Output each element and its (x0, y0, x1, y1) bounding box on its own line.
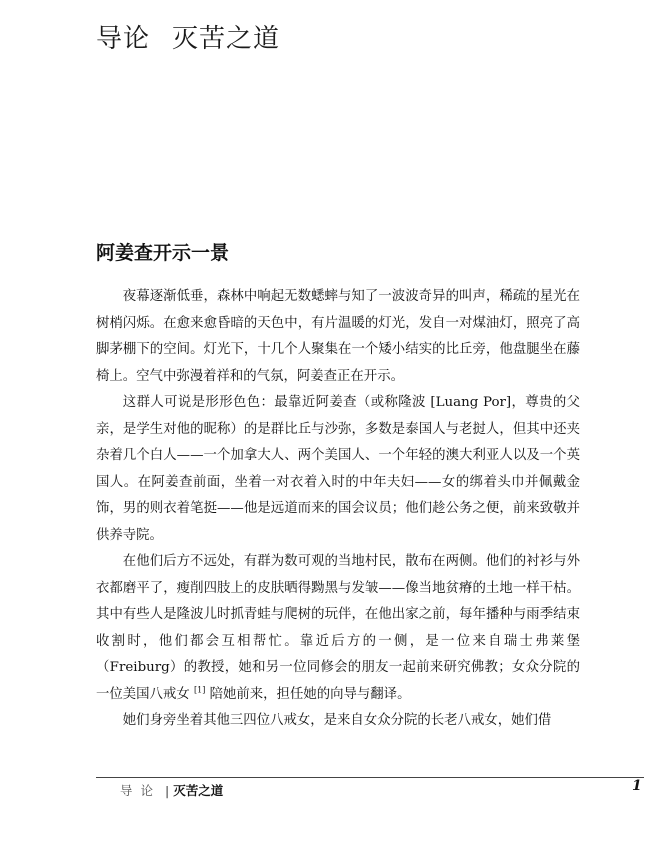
footer-part-label: 导论 (120, 783, 162, 798)
paragraph-3 (96, 549, 580, 708)
chapter-label: 导论 (96, 24, 151, 54)
footer-title: 灭苦之道 (173, 783, 224, 798)
footer-separator: | (165, 783, 170, 798)
footer-rule (96, 777, 644, 778)
body-text (96, 284, 580, 735)
chapter-name: 灭苦之道 (172, 24, 281, 54)
paragraph-1: 夜幕逐渐低垂，森林中响起无数蟋蟀与知了一波波奇异的叫声，稀疏的星光在树梢闪烁。在愈来愈昏暗的天色中，有片温暖的灯光，发自一对煤油灯，照亮了高脚茅棚下的空间。灯光下，十几个人聚集在一个矮小结实的比丘旁，他盘腿坐在藤椅上。空气中弥漫着祥和的气氛，阿姜查正在开示。 (96, 289, 580, 384)
footnote-marker[interactable]: [1] (194, 685, 206, 695)
paragraph-3-text: 在他们后方不远处，有群为数可观的当地村民，散布在两侧。他们的衬衫与外衣都磨平了，瘦削四肢上的皮肤晒得黝黑与发皱——像当地贫瘠的土地一样干枯。其中有些人是隆波儿时抓青蛙与爬树的玩伴，在他出家之前，每年播种与雨季结束收割时，他们都会互相帮忙。靠近后方的一侧，是一位来自瑞士弗莱堡（Freiburg）的教授，她和另一位同修会的朋友一起前来研究佛教；女众分院的一位美国八戒女 (96, 554, 580, 702)
running-footer (120, 781, 223, 799)
paragraph-4: 她们身旁坐着其他三四位八戒女，是来自女众分院的长老八戒女，她们借 (122, 713, 552, 728)
paragraph-3-text-end: 陪她前来，担任她的向导与翻译。 (209, 686, 411, 702)
page-number: 1 (632, 778, 642, 794)
chapter-title (96, 18, 280, 55)
section-heading: 阿姜查开示一景 (96, 242, 230, 264)
paragraph-2: 这群人可说是形形色色：最靠近阿姜查（或称隆波 [Luang Por]，尊贵的父亲，是学生对他的昵称）的是群比丘与沙弥，多数是泰国人与老挝人，但其中还夹杂着几个白人——一个加拿大人、两个美国人、一个年轻的澳大利亚人以及一个英国人。在阿姜查前面，坐着一对衣着入时的中年夫妇——女的绑着头巾并佩戴金饰，男的则衣着笔挺——他是远道而来的国会议员；他们趁公务之便，前来致敬并供养寺院。 (96, 395, 580, 543)
